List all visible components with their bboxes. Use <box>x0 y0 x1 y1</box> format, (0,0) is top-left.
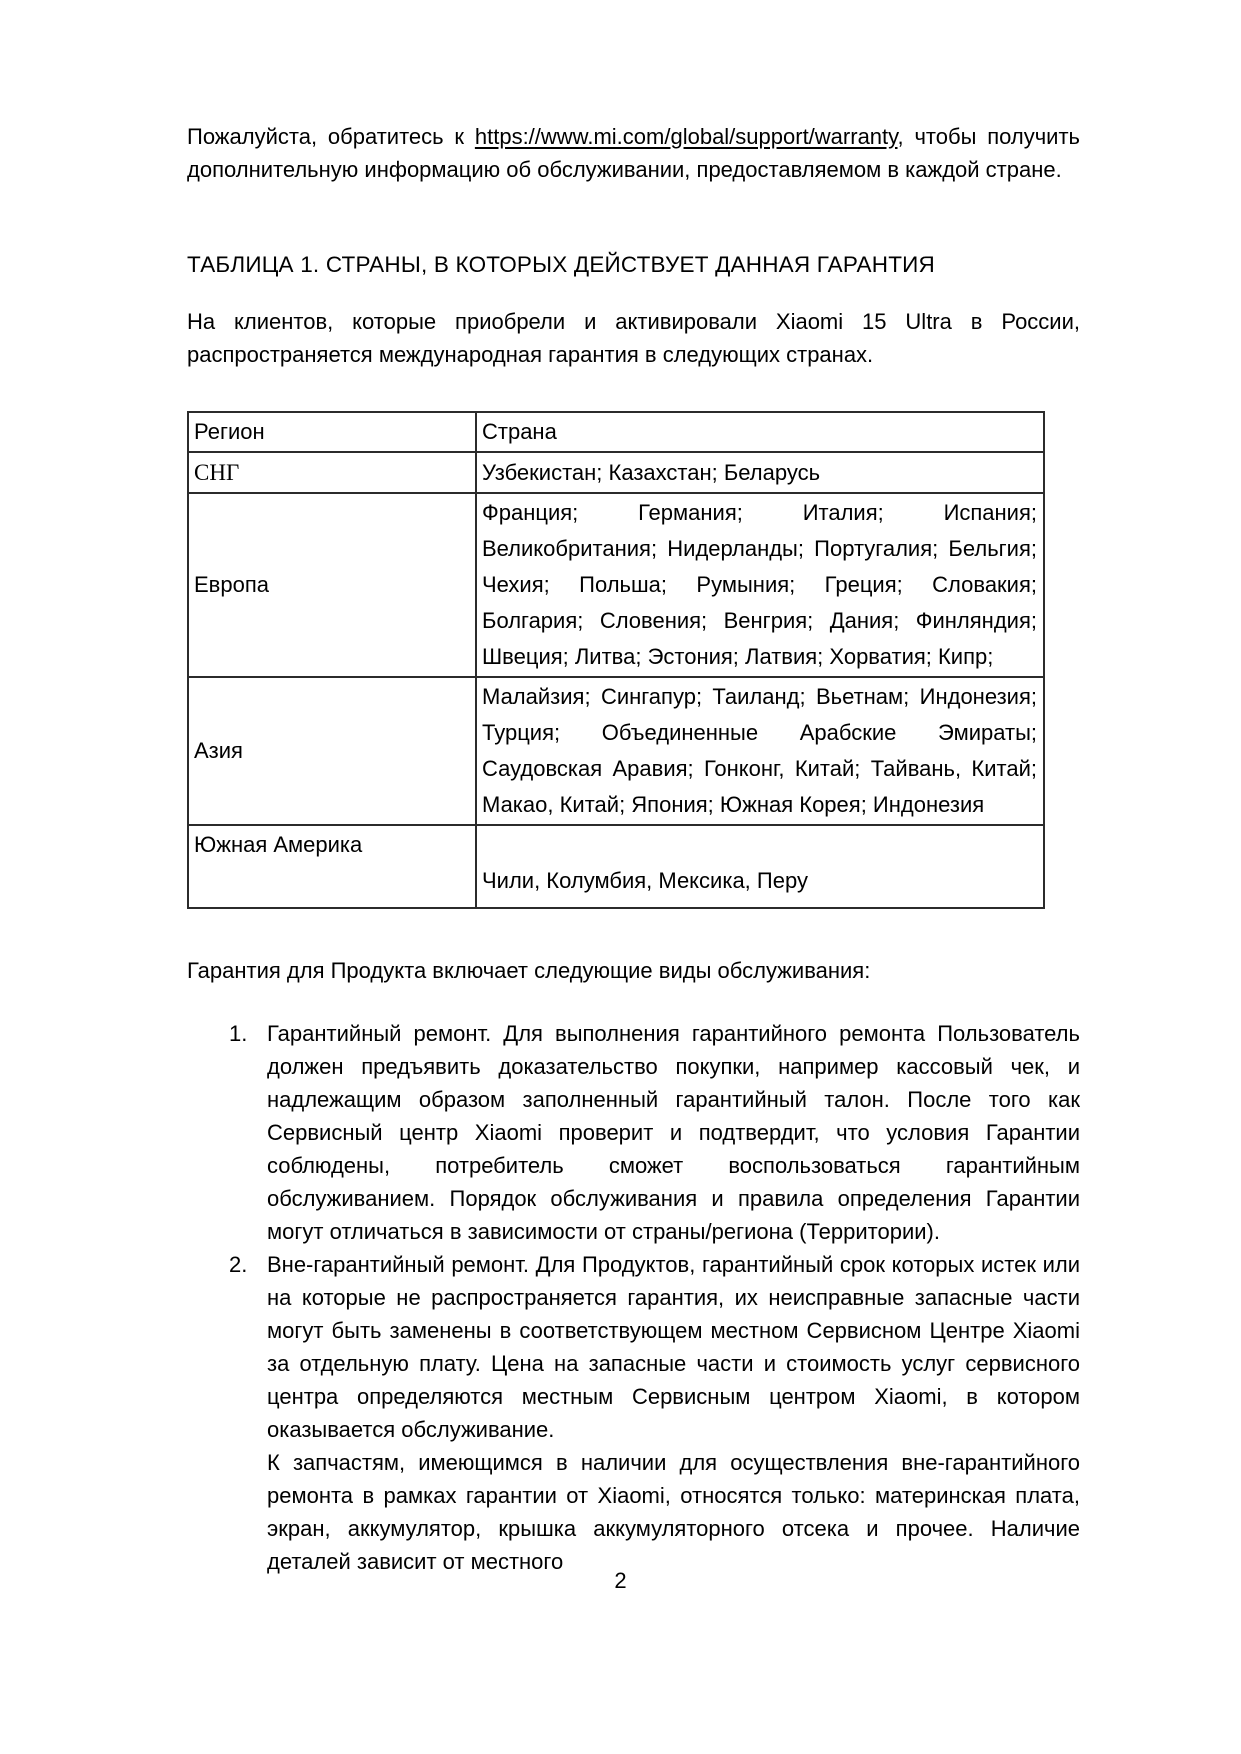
table-row-asia <box>188 677 1044 825</box>
page-number: 2 <box>614 1568 627 1593</box>
document-content <box>187 120 1080 1578</box>
table-row-cis <box>188 452 1044 493</box>
service-types-intro: Гарантия для Продукта включает следующие виды обслуживания: <box>187 958 871 983</box>
list-item-text: К запчастям, имеющимся в наличии для осуществления вне-гарантийного ремонта в рамках гарантии от Xiaomi, относятся только: материнская плата, экран, аккумулятор, крышка аккумуляторного отсека и прочее. Наличие деталей зависит от местного <box>267 1450 1080 1574</box>
list-item <box>187 1017 1080 1248</box>
table-intro-paragraph: На клиентов, которые приобрели и активировали Xiaomi 15 Ultra в России, распространяется международная гарантия в следующих странах. <box>187 309 1080 367</box>
countries-cell-cis: Узбекистан; Казахстан; Беларусь <box>476 452 1044 493</box>
countries-cell-europe: Франция; Германия; Италия; Испания; Великобритания; Нидерланды; Португалия; Бельгия; Чехия; Польша; Румыния; Греция; Словакия; Болгария; Словения; Венгрия; Дания; Финляндия; Швеция; Литва; Эстония; Латвия; Хорватия; Кипр; <box>476 493 1044 677</box>
table-1-heading: ТАБЛИЦА 1. СТРАНЫ, В КОТОРЫХ ДЕЙСТВУЕТ ДАННАЯ ГАРАНТИЯ <box>187 252 935 277</box>
list-item-number: 2. <box>229 1252 248 1277</box>
region-cell-europe: Европа <box>188 493 476 677</box>
warranty-url-link[interactable]: https://www.mi.com/global/support/warranty <box>474 124 898 149</box>
intro-text-after-link: , чтобы получить дополнительную информацию об обслуживании, предоставляемом в каждой стране. <box>187 124 1081 182</box>
region-cell-asia: Азия <box>188 677 476 825</box>
warranty-countries-table <box>187 411 1045 909</box>
service-types-list <box>187 1017 1080 1578</box>
column-header-region: Регион <box>188 412 476 452</box>
region-cell-south-america: Южная Америка <box>188 825 476 908</box>
intro-text-before-link: Пожалуйста, обратитесь к <box>187 124 475 149</box>
list-item-number: 1. <box>229 1021 248 1046</box>
table-row-south-america <box>188 825 1044 908</box>
list-item <box>187 1248 1080 1578</box>
table-row-europe <box>188 493 1044 677</box>
list-item-text: Вне-гарантийный ремонт. Для Продуктов, гарантийный срок которых истек или на которые не распространяется гарантия, их неисправные запасные части могут быть заменены в соответствующем местном Сервисном Центре Xiaomi за отдельную плату. Цена на запасные части и стоимость услуг сервисного центра определяются местным Сервисным центром Xiaomi, в котором оказывается обслуживание. <box>267 1252 1080 1442</box>
table-header-row <box>188 412 1044 452</box>
intro-paragraph <box>187 120 1080 186</box>
column-header-country: Страна <box>476 412 1044 452</box>
region-cell-cis: СНГ <box>188 452 476 493</box>
list-item-text: Гарантийный ремонт. Для выполнения гарантийного ремонта Пользователь должен предъявить доказательство покупки, например кассовый чек, и надлежащим образом заполненный гарантийный талон. После того как Сервисный центр Xiaomi проверит и подтвердит, что условия Гарантии соблюдены, потребитель сможет воспользоваться гарантийным обслуживанием. Порядок обслуживания и правила определения Гарантии могут отличаться в зависимости от страны/региона (Территории). <box>267 1021 1080 1244</box>
countries-cell-asia: Малайзия; Сингапур; Таиланд; Вьетнам; Индонезия; Турция; Объединенные Арабские Эмираты; Саудовская Аравия; Гонконг, Китай; Тайвань, Китай; Макао, Китай; Япония; Южная Корея; Индонезия <box>476 677 1044 825</box>
countries-cell-south-america: Чили, Колумбия, Мексика, Перу <box>476 825 1044 908</box>
